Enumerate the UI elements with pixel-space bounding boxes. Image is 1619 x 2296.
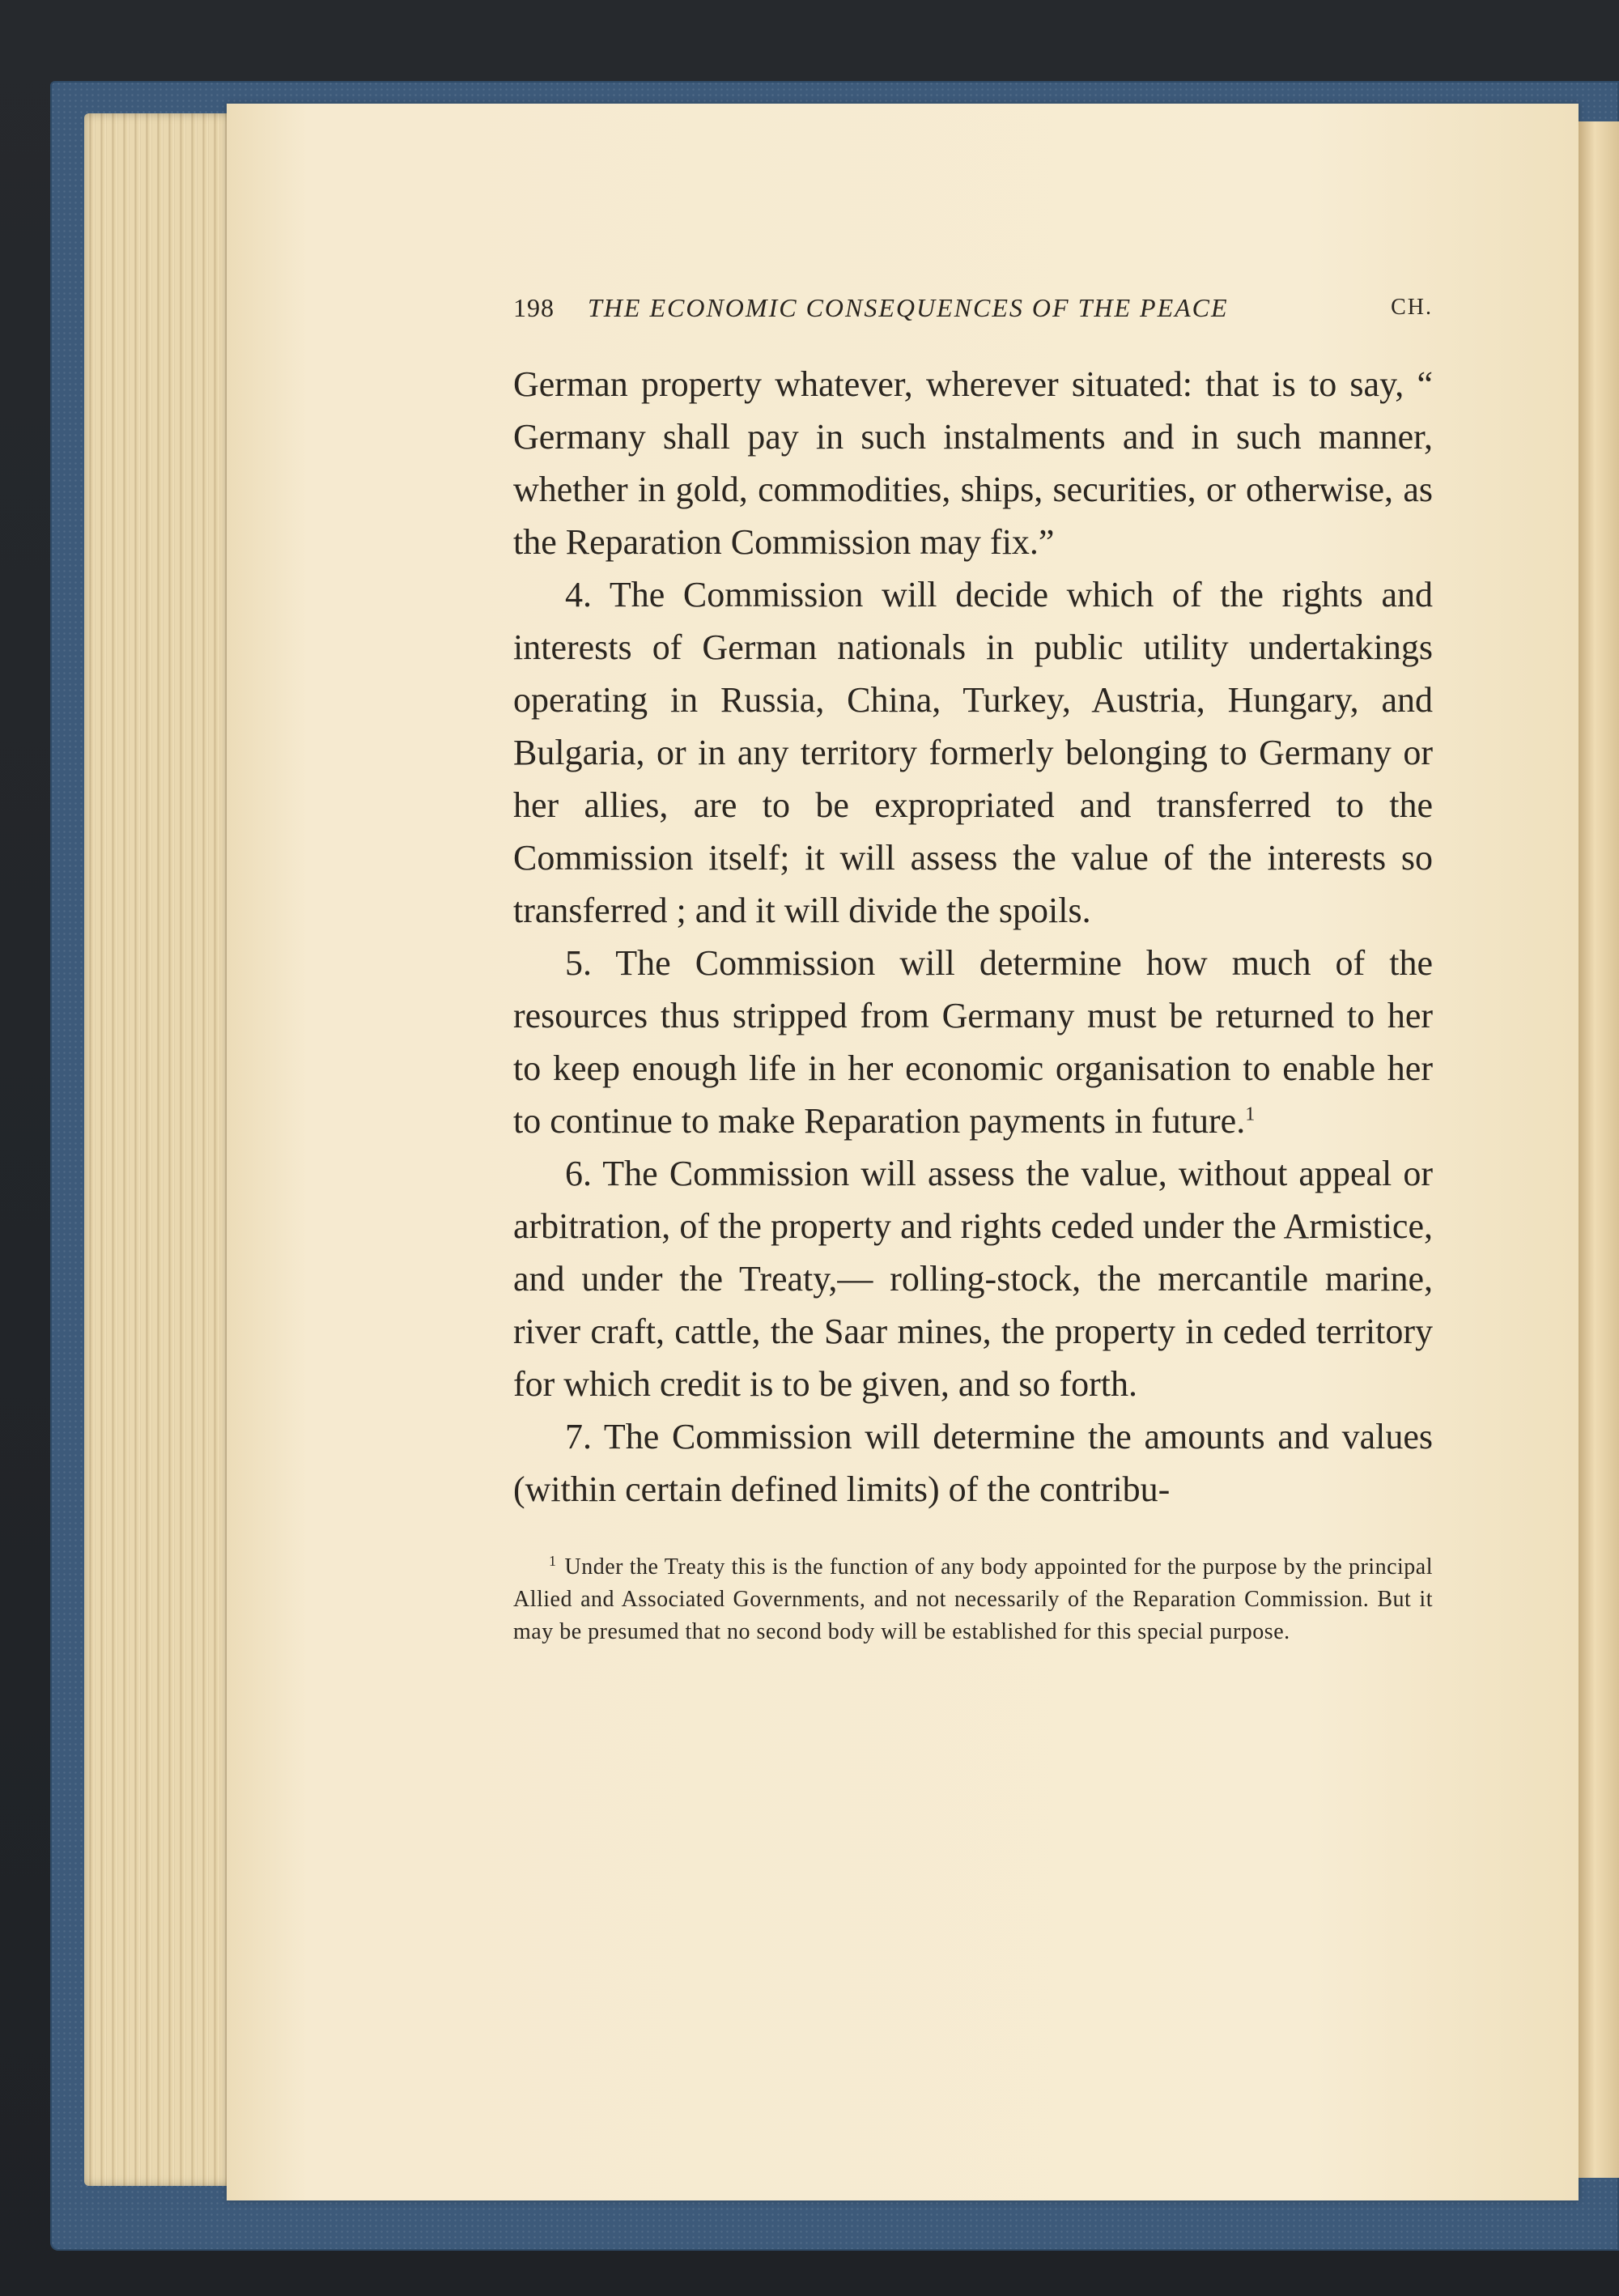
paragraph-text: 6. The Commission will assess the value, without appeal or arbitration, of the property and rights ceded under the Armistice, and under the Treaty,— rolling-stock, the mercantile marine, river craft, cattle, the Saar mines, the property in ceded territory for which credit is to be given, and so forth. xyxy=(513,1154,1433,1404)
paragraph-text: 4. The Commission will decide which of the rights and interests of German nationals in public utility undertakings operating in Russia, China, Turkey, Austria, Hungary, and Bulgaria, or in any territory formerly belonging to Germany or her allies, are to be expropriated and transferred to the Commission itself; it will assess the value of the interests so transferred ; and it will divide the spoils. xyxy=(513,575,1433,930)
footnote-1 xyxy=(513,1551,1433,1648)
book-gutter xyxy=(1579,121,1619,2178)
paragraph-text: 5. The Commission will determine how much of the resources thus stripped from Germany must be returned to her to keep enough life in her economic organisation to enable her to continue to make Reparation payments in future. xyxy=(513,943,1433,1141)
paragraph-1 xyxy=(513,358,1433,568)
paragraph-3 xyxy=(513,937,1433,1147)
footnote-reference[interactable]: 1 xyxy=(1245,1103,1256,1125)
paragraph-2 xyxy=(513,568,1433,937)
page-edges xyxy=(84,113,238,2186)
page-number: 198 xyxy=(513,293,555,322)
footnote-mark: 1 xyxy=(549,1552,557,1569)
footnotes xyxy=(513,1551,1433,1648)
paragraph-5 xyxy=(513,1410,1433,1516)
running-title: THE ECONOMIC CONSEQUENCES OF THE PEACE xyxy=(588,293,1229,322)
paragraph-text: German property whatever, wherever situated: that is to say, “ Germany shall pay in such instalments and in such manner, whether in gold, commodities, ships, securities, or otherwise, as the Reparation Commission may fix.” xyxy=(513,364,1433,562)
chapter-abbrev: CH. xyxy=(1391,295,1433,320)
body-text xyxy=(513,358,1433,1516)
paragraph-text: 7. The Commission will determine the amounts and values (within certain defined limits) of the contribu- xyxy=(513,1417,1433,1509)
running-head xyxy=(513,285,1433,334)
paragraph-4 xyxy=(513,1147,1433,1410)
footnote-text: Under the Treaty this is the function of any body appointed for the purpose by the principal Allied and Associated Governments, and not necessarily of the Reparation Commission. But it may be presumed that no second body will be established for this special purpose. xyxy=(513,1554,1433,1644)
page-text-block xyxy=(513,285,1433,1648)
